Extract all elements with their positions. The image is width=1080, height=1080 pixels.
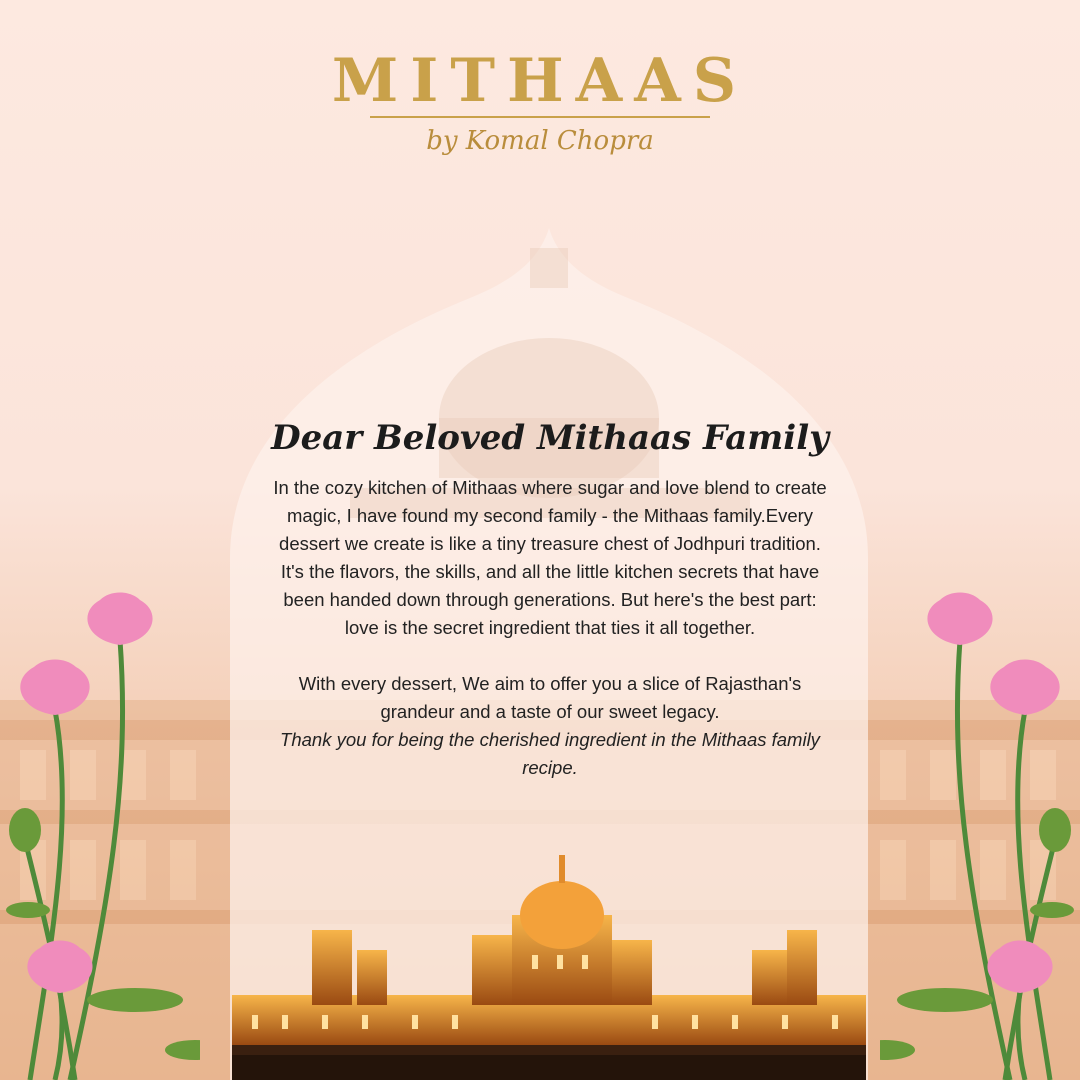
letter-paragraph-2: With every dessert, We aim to offer you a slice of Rajasthan's grandeur and a taste of our sweet legacy. (298, 673, 802, 722)
illuminated-palace-image (232, 855, 866, 1080)
lotus-flowers-left (0, 0, 200, 1080)
brand-name: MITHAAS (331, 46, 749, 116)
letter-title: Dear Beloved Mithaas Family (271, 418, 829, 458)
letter (270, 418, 830, 782)
brand-byline: by Komal Chopra (426, 126, 654, 156)
letter-closing: Thank you for being the cherished ingredient in the Mithaas family recipe. (280, 729, 820, 778)
letter-paragraph-1: In the cozy kitchen of Mithaas where sugar and love blend to create magic, I have found my second family - the Mithaas family.Every dessert we create is like a tiny treasure chest of Jodhpuri tradition. It's the flavors, the skills, and all the little kitchen secrets that have been handed down through generations. But here's the best part: love is the secret ingredient that ties it all together. (273, 477, 827, 638)
logo-divider (370, 116, 710, 118)
lotus-flowers-right (880, 0, 1080, 1080)
